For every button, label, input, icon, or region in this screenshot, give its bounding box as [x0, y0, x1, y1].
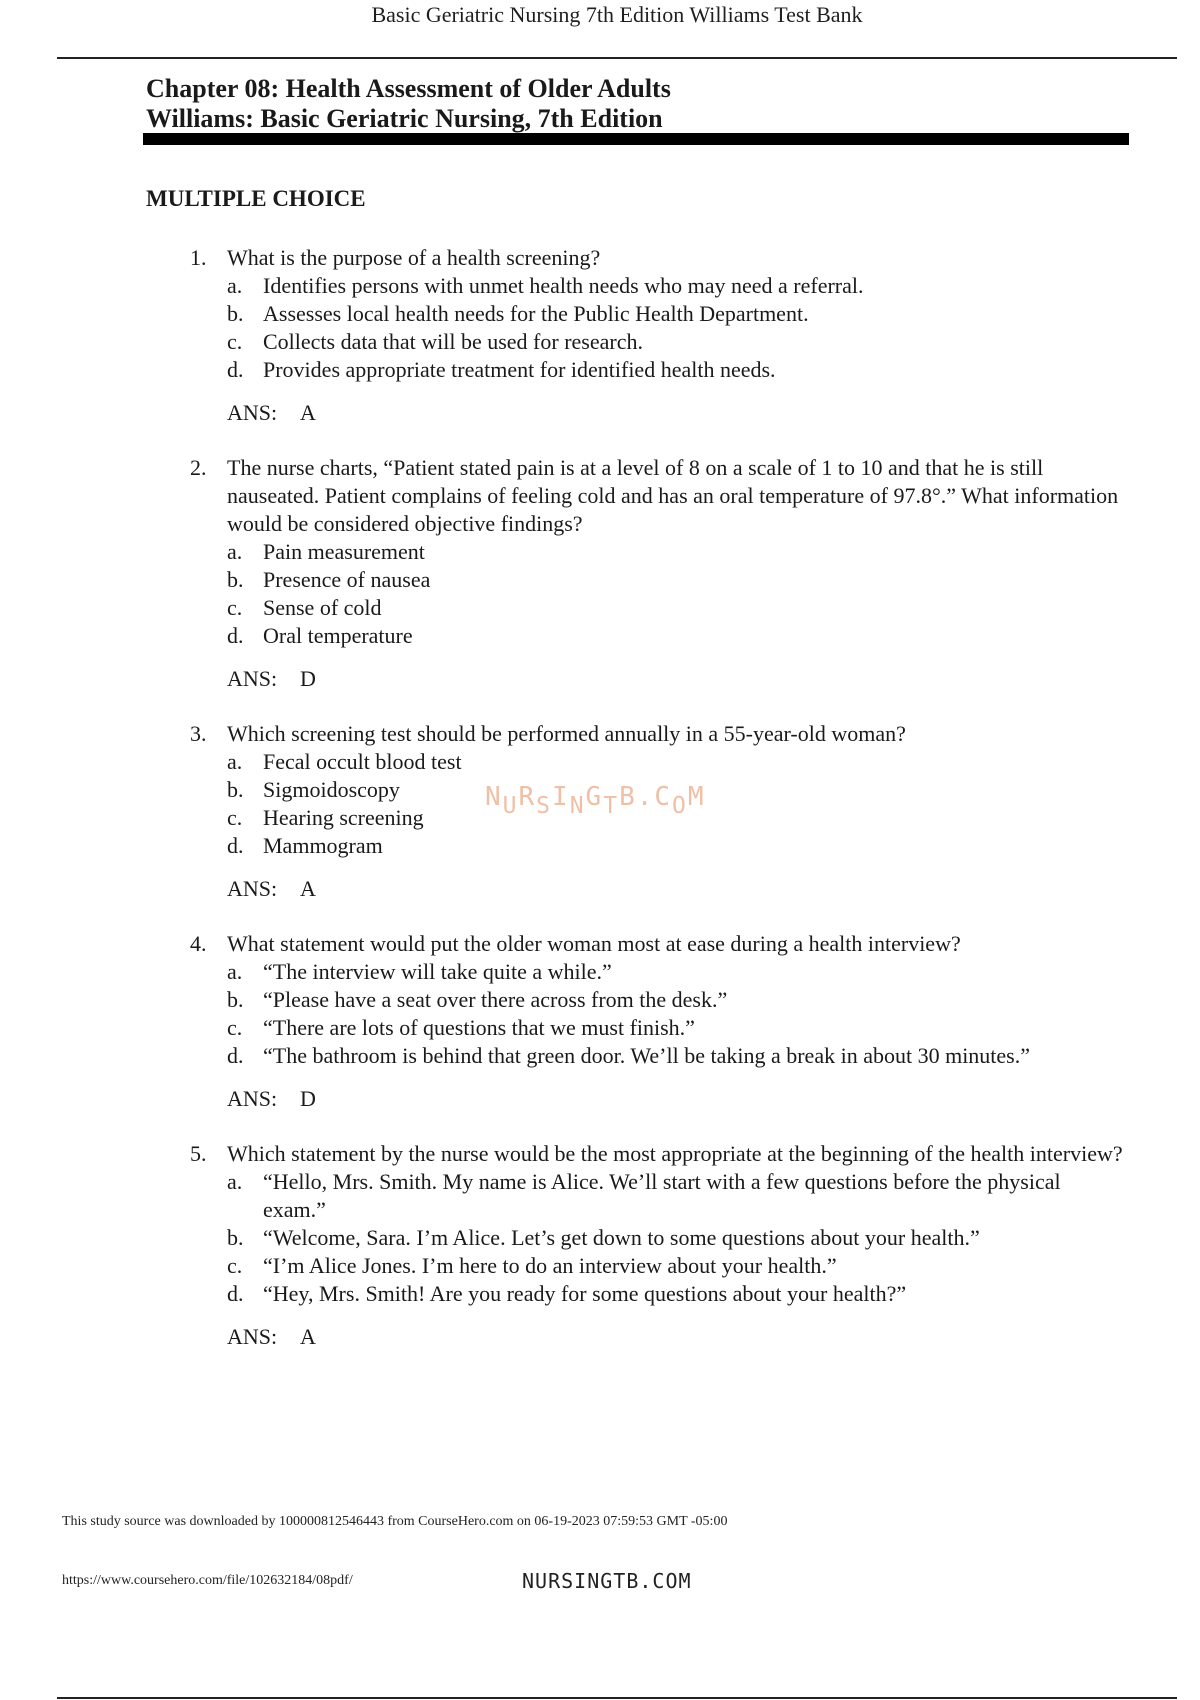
question-4 — [0, 930, 1200, 1113]
option-text: Fecal occult blood test — [263, 749, 462, 774]
option-c — [0, 1014, 1200, 1042]
question-2 — [0, 454, 1200, 693]
answer-label: ANS: — [227, 666, 278, 691]
option-a — [0, 958, 1200, 986]
question-number: 3. — [190, 721, 207, 746]
option-d — [0, 1042, 1200, 1070]
option-text: “There are lots of questions that we must finish.” — [263, 1015, 695, 1040]
option-text: Sigmoidoscopy — [263, 777, 400, 802]
option-text: Provides appropriate treatment for identified health needs. — [263, 357, 776, 382]
answer-line — [227, 1323, 1200, 1351]
option-letter: d. — [227, 1043, 244, 1068]
option-letter: a. — [227, 273, 243, 298]
option-letter: d. — [227, 623, 244, 648]
chapter-title: Chapter 08: Health Assessment of Older Adults — [146, 74, 671, 103]
option-letter: a. — [227, 959, 243, 984]
option-a — [0, 538, 1200, 566]
download-notice: This study source was downloaded by 100000812546443 from CourseHero.com on 06-19-2023 07:59:53 GMT -05:00 — [62, 1514, 728, 1529]
option-letter: d. — [227, 1281, 244, 1306]
option-a — [0, 1168, 1200, 1224]
option-letter: a. — [227, 539, 243, 564]
answer-line — [227, 1085, 1200, 1113]
option-b — [0, 300, 1200, 328]
answer-value: D — [300, 666, 316, 691]
running-header: Basic Geriatric Nursing 7th Edition Williams Test Bank — [371, 2, 863, 27]
question-5 — [0, 1140, 1200, 1351]
question-number: 5. — [190, 1141, 207, 1166]
question-stem: What is the purpose of a health screening? — [227, 245, 601, 270]
option-a — [0, 748, 1200, 776]
option-c — [0, 1252, 1200, 1280]
question-number: 1. — [190, 245, 207, 270]
chapter-title-block — [146, 74, 671, 134]
option-b — [0, 1224, 1200, 1252]
option-text: Oral temperature — [263, 623, 413, 648]
option-d — [0, 622, 1200, 650]
option-a — [0, 272, 1200, 300]
option-text: Mammogram — [263, 833, 383, 858]
bottom-divider — [57, 1697, 1177, 1699]
option-letter: b. — [227, 1225, 244, 1250]
answer-value: A — [300, 876, 316, 901]
question-1 — [0, 244, 1200, 427]
option-text: Hearing screening — [263, 805, 424, 830]
answer-value: A — [300, 400, 316, 425]
option-letter: d. — [227, 833, 244, 858]
answer-label: ANS: — [227, 876, 278, 901]
option-letter: b. — [227, 301, 244, 326]
question-stem: The nurse charts, “Patient stated pain is at a level of 8 on a scale of 1 to 10 and that he is still nauseated. Patient complains of feeling cold and has an oral temperature of 97.8°.” What information would be considered objective findings? — [227, 455, 1119, 536]
option-text: Sense of cold — [263, 595, 382, 620]
option-text: “Welcome, Sara. I’m Alice. Let’s get down to some questions about your health.” — [263, 1225, 980, 1250]
option-text: “Hey, Mrs. Smith! Are you ready for some questions about your health?” — [263, 1281, 907, 1306]
option-letter: c. — [227, 329, 243, 354]
section-heading: MULTIPLE CHOICE — [146, 186, 366, 211]
option-text: “Hello, Mrs. Smith. My name is Alice. We’ll start with a few questions before the physical exam.” — [263, 1169, 1061, 1222]
option-d — [0, 356, 1200, 384]
option-c — [0, 594, 1200, 622]
option-text: Assesses local health needs for the Public Health Department. — [263, 301, 809, 326]
option-letter: c. — [227, 595, 243, 620]
option-letter: c. — [227, 1015, 243, 1040]
option-d — [0, 1280, 1200, 1308]
answer-line — [227, 665, 1200, 693]
question-stem: What statement would put the older woman most at ease during a health interview? — [227, 931, 961, 956]
option-text: Identifies persons with unmet health needs who may need a referral. — [263, 273, 864, 298]
option-text: Pain measurement — [263, 539, 425, 564]
option-text: Collects data that will be used for research. — [263, 329, 643, 354]
option-letter: b. — [227, 987, 244, 1012]
option-letter: b. — [227, 567, 244, 592]
question-number: 4. — [190, 931, 207, 956]
answer-line — [227, 875, 1200, 903]
option-text: Presence of nausea — [263, 567, 431, 592]
footer-brand: NURSINGTB.COM — [522, 1569, 692, 1593]
option-letter: c. — [227, 805, 243, 830]
option-letter: b. — [227, 777, 244, 802]
question-stem: Which screening test should be performed annually in a 55-year-old woman? — [227, 721, 906, 746]
title-underline-bar — [143, 133, 1129, 145]
answer-value: A — [300, 1324, 316, 1349]
option-b — [0, 566, 1200, 594]
answer-label: ANS: — [227, 1324, 278, 1349]
option-letter: d. — [227, 357, 244, 382]
option-letter: c. — [227, 1253, 243, 1278]
nursingtb-watermark: NURSINGTB.COM — [485, 782, 706, 819]
answer-label: ANS: — [227, 1086, 278, 1111]
question-stem: Which statement by the nurse would be the most appropriate at the beginning of the health interview? — [227, 1141, 1123, 1166]
option-text: “I’m Alice Jones. I’m here to do an interview about your health.” — [263, 1253, 837, 1278]
top-divider — [57, 57, 1177, 59]
option-b — [0, 986, 1200, 1014]
option-d — [0, 832, 1200, 860]
option-text: “The bathroom is behind that green door. We’ll be taking a break in about 30 minutes.” — [263, 1043, 1031, 1068]
answer-line — [227, 399, 1200, 427]
source-url-link[interactable]: https://www.coursehero.com/file/102632184/08pdf/ — [62, 1573, 353, 1588]
answer-value: D — [300, 1086, 316, 1111]
option-text: “The interview will take quite a while.” — [263, 959, 612, 984]
answer-label: ANS: — [227, 400, 278, 425]
option-letter: a. — [227, 749, 243, 774]
book-title: Williams: Basic Geriatric Nursing, 7th Edition — [146, 104, 663, 133]
question-number: 2. — [190, 455, 207, 480]
option-letter: a. — [227, 1169, 243, 1194]
option-text: “Please have a seat over there across from the desk.” — [263, 987, 728, 1012]
option-c — [0, 328, 1200, 356]
